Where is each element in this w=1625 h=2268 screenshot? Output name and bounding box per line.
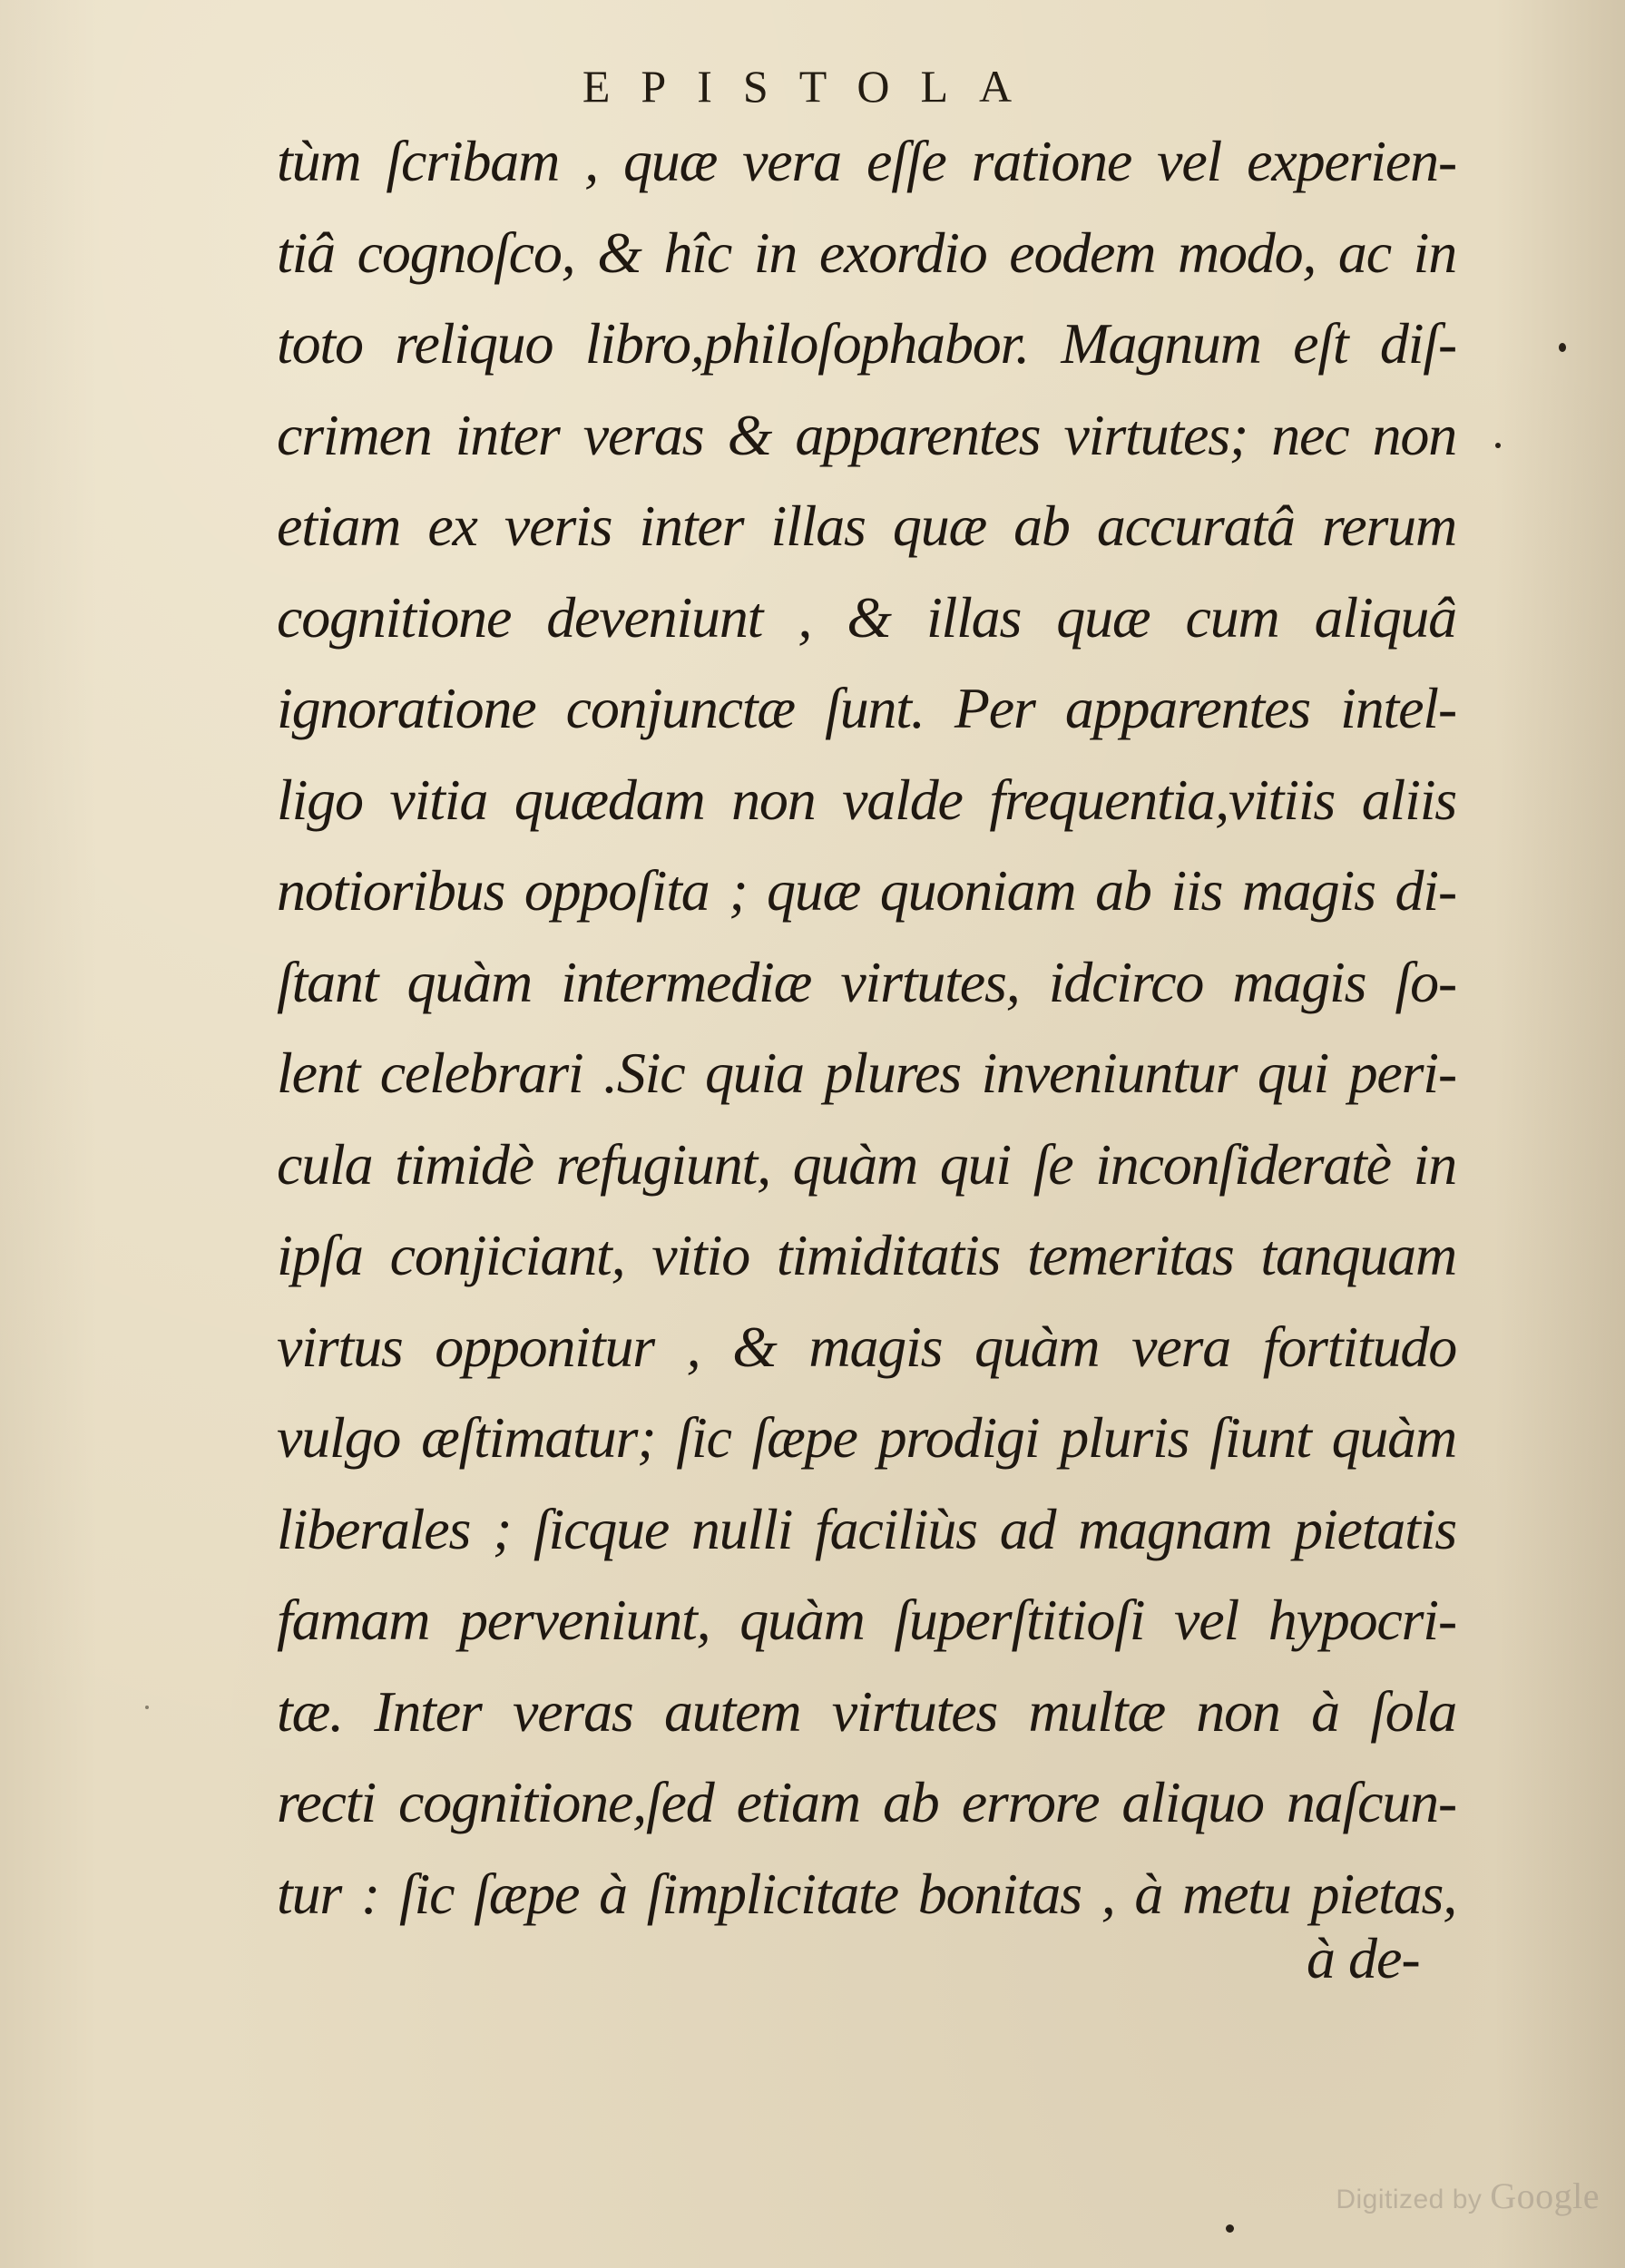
watermark-brand: Google bbox=[1490, 2175, 1600, 2216]
paper-speck bbox=[1226, 2224, 1234, 2233]
paper-speck bbox=[1495, 443, 1501, 448]
text-line: tùm ſcribam , quæ vera eſſe ratione vel experien- bbox=[277, 129, 1456, 193]
text-line: tur : ſic ſæpe à ſimplicitate bonitas , à metu pietas, bbox=[277, 1861, 1456, 1926]
text-line: cognitione deveniunt , & illas quæ cum aliquâ bbox=[277, 584, 1456, 650]
text-line: ligo vitia quædam non valde frequentia,vitiis aliis bbox=[277, 767, 1456, 832]
watermark-prefix: Digitized by bbox=[1336, 2185, 1483, 2214]
text-line: cula timidè refugiunt, quàm qui ſe inconſideratè in bbox=[277, 1131, 1456, 1197]
text-line: famam perveniunt, quàm ſuperſtitioſi vel hypocri- bbox=[277, 1588, 1456, 1652]
text-line: recti cognitione,ſed etiam ab errore aliquo naſcun- bbox=[277, 1770, 1456, 1834]
catchword: à de- bbox=[1307, 1926, 1420, 1990]
text-line: lent celebrari .Sic quia plures inveniuntur qui peri- bbox=[277, 1041, 1456, 1105]
text-line: tæ. Inter veras autem virtutes multæ non à ſola bbox=[277, 1678, 1456, 1744]
paper-speck bbox=[1559, 343, 1566, 352]
text-line: tiâ cognoſco, & hîc in exordio eodem modo, ac in bbox=[277, 220, 1456, 285]
text-line: liberales ; ſicque nulli faciliùs ad magnam pietatis bbox=[277, 1496, 1456, 1561]
paper-speck bbox=[145, 1706, 149, 1709]
text-line: toto reliquo libro,philoſophabor. Magnum eſt diſ- bbox=[277, 311, 1456, 376]
text-line: virtus opponitur , & magis quàm vera fortitudo bbox=[277, 1314, 1456, 1379]
digitization-watermark bbox=[1336, 2175, 1600, 2217]
body-text bbox=[277, 116, 1456, 1940]
text-line: etiam ex veris inter illas quæ ab accuratâ rerum bbox=[277, 494, 1456, 558]
text-line: notioribus oppoſita ; quæ quoniam ab iis magis di- bbox=[277, 858, 1456, 923]
text-line: ignoratione conjunctæ ſunt. Per apparentes intel- bbox=[277, 676, 1456, 740]
text-line: ſtant quàm intermediæ virtutes, idcirco magis ſo- bbox=[277, 949, 1456, 1014]
text-line: vulgo æſtimatur; ſic ſæpe prodigi pluris ſiunt quàm bbox=[277, 1405, 1456, 1470]
running-head bbox=[0, 60, 1625, 112]
running-head-text: EPISTOLA bbox=[582, 61, 1043, 112]
text-line: crimen inter veras & apparentes virtutes; nec non bbox=[277, 402, 1456, 467]
text-line: ipſa conjiciant, vitio timiditatis temeritas tanquam bbox=[277, 1223, 1456, 1287]
